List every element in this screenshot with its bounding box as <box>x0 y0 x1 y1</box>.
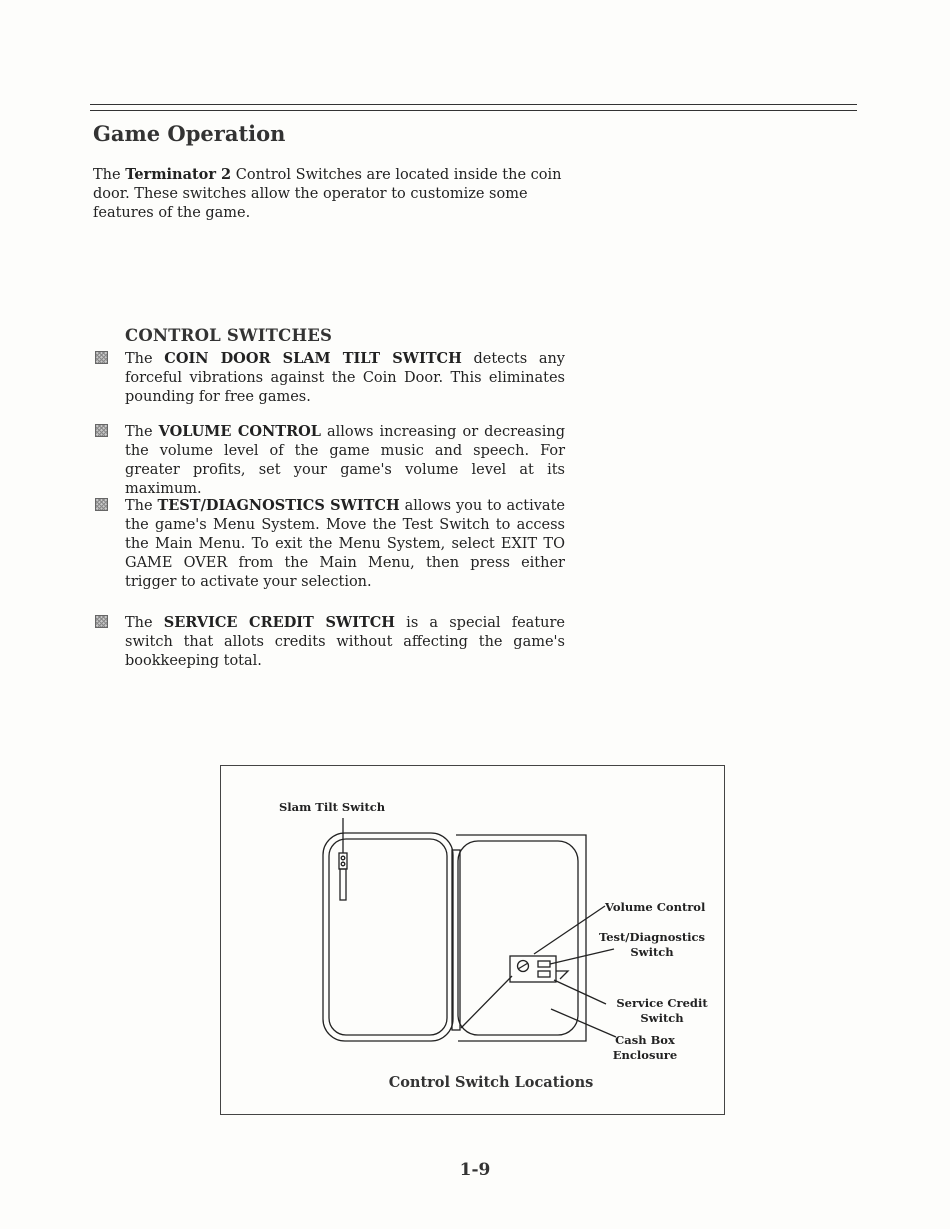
item-text <box>125 496 565 592</box>
switch-panel <box>510 956 556 982</box>
cabinet-frame <box>456 835 586 1041</box>
label-slam-tilt: Slam Tilt Switch <box>279 800 386 814</box>
label-service-credit <box>609 996 715 1026</box>
label-test-line1: Test/Diagnostics <box>598 930 706 944</box>
test-switch-icon <box>538 961 550 967</box>
label-test-line2: Switch <box>630 945 674 959</box>
label-cash-box <box>603 1033 687 1063</box>
item-suffix: detects any forceful vibrations against the Coin Door. This eliminates pounding for free games. <box>125 351 566 405</box>
item-bold: COIN DOOR SLAM TILT SWITCH <box>164 350 462 367</box>
label-service-line1: Service Credit <box>616 996 708 1010</box>
label-cashbox-line1: Cash Box <box>615 1033 675 1047</box>
list-item-volume <box>95 422 565 499</box>
coin-door-right <box>458 841 578 1035</box>
label-volume-control: Volume Control <box>605 900 706 914</box>
service-switch-icon <box>538 971 550 977</box>
label-cashbox-line2: Enclosure <box>612 1048 678 1062</box>
item-bold: SERVICE CREDIT SWITCH <box>163 614 396 631</box>
bullet-icon <box>95 351 108 364</box>
figure-caption: Control Switch Locations <box>388 1074 594 1091</box>
bullet-icon <box>95 498 108 511</box>
coin-door-left-outer <box>323 833 453 1041</box>
label-test-diagnostics <box>596 930 708 960</box>
top-rule-2 <box>90 110 857 111</box>
bullet-icon <box>95 424 108 437</box>
item-bold: VOLUME CONTROL <box>158 423 321 440</box>
item-text <box>125 349 565 407</box>
item-prefix: The <box>125 424 159 440</box>
intro-paragraph <box>93 165 563 223</box>
intro-game-name: Terminator 2 <box>125 166 232 183</box>
item-suffix: is a special feature switch that allots credits without affecting the game's bookkeeping total. <box>125 615 566 669</box>
slam-tilt-switch-icon <box>339 853 347 869</box>
item-text <box>125 613 565 671</box>
item-suffix: allows you to activate the game's Menu System. Move the Test Switch to access the Main Menu. To exit the Menu System, select EXIT TO GAME OVER from the Main Menu, then press either trigger to activate your selection. <box>125 498 565 590</box>
list-item-service-credit <box>95 613 565 671</box>
top-rule-1 <box>90 104 857 105</box>
item-suffix: allows increasing or decreasing the volume level of the game music and speech. For greater profits, set your game's volume level at its maximum. <box>125 424 565 497</box>
item-prefix: The <box>125 498 158 514</box>
page-number: 1-9 <box>459 1160 491 1180</box>
list-item-slam-tilt <box>95 349 565 407</box>
item-prefix: The <box>125 351 165 367</box>
item-prefix: The <box>125 615 164 631</box>
list-item-test-diagnostics <box>95 496 565 592</box>
label-service-line2: Switch <box>640 1011 684 1025</box>
control-switch-figure <box>220 765 725 1115</box>
item-text <box>125 422 565 499</box>
intro-suffix: Control Switches are located inside the coin door. These switches allow the operator to customize some features of the game. <box>93 167 562 221</box>
intro-prefix: The <box>93 167 126 183</box>
page-title: Game Operation <box>93 121 286 146</box>
section-heading: CONTROL SWITCHES <box>125 326 333 345</box>
bullet-icon <box>95 615 108 628</box>
item-bold: TEST/DIAGNOSTICS SWITCH <box>157 497 400 514</box>
